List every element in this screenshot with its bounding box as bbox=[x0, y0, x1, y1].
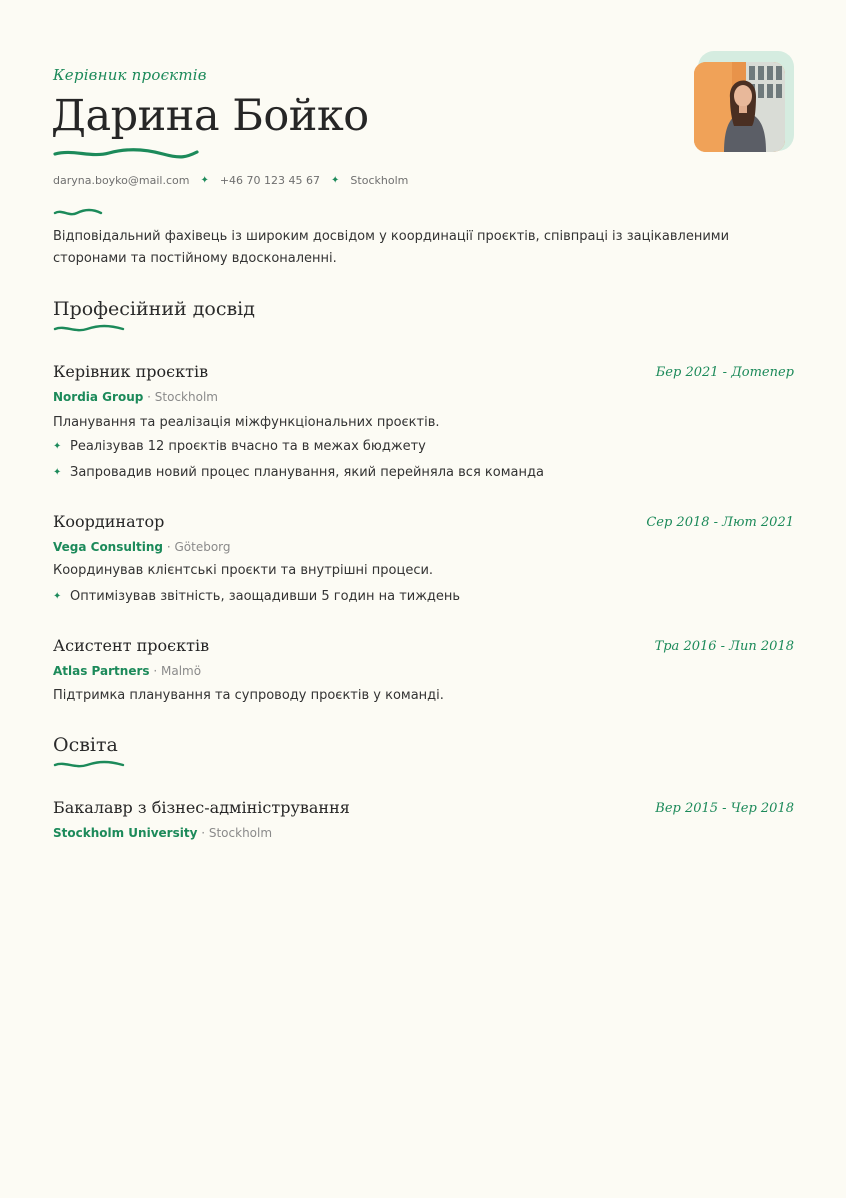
experience-squiggle bbox=[53, 324, 125, 334]
education-org-line bbox=[53, 826, 272, 840]
role-title: Керівник проєктів bbox=[53, 66, 207, 84]
sparkle-icon: ✦ bbox=[331, 175, 340, 186]
education-heading: Освіта bbox=[53, 734, 118, 756]
school-location: · Stockholm bbox=[201, 826, 273, 840]
portrait-illustration bbox=[694, 62, 785, 152]
company-name: Atlas Partners bbox=[53, 664, 150, 678]
company-location: · Stockholm bbox=[147, 390, 218, 404]
job-title: Координатор bbox=[53, 512, 165, 531]
job-dates: Сер 2018 - Лют 2021 bbox=[646, 515, 794, 530]
job-title: Асистент проєктів bbox=[53, 636, 210, 655]
experience-heading: Професійний досвід bbox=[53, 298, 255, 320]
profile-photo bbox=[692, 51, 794, 153]
email-text: daryna.boyko@mail.com bbox=[53, 174, 190, 187]
job-description: Координував клієнтські проєкти та внутрішні процеси. bbox=[53, 563, 434, 578]
job-org-line bbox=[53, 664, 201, 678]
job-description: Планування та реалізація міжфункціональних проєктів. bbox=[53, 415, 440, 430]
company-name: Nordia Group bbox=[53, 390, 144, 404]
contact-line bbox=[53, 174, 408, 187]
summary-text: Відповідальний фахівець із широким досвідом у координації проєктів, співпраці із зацікавленими сторонами та постійному вдосконаленні. bbox=[53, 229, 730, 266]
job-org-line bbox=[53, 390, 218, 404]
job-org-line bbox=[53, 540, 231, 554]
education-dates: Вер 2015 - Чер 2018 bbox=[655, 801, 794, 816]
education-squiggle bbox=[53, 760, 125, 770]
achievement-item bbox=[53, 439, 426, 454]
person-name: Дарина Бойко bbox=[51, 91, 369, 141]
sparkle-icon: ✦ bbox=[53, 441, 62, 452]
job-title: Керівник проєктів bbox=[53, 362, 209, 381]
school-name: Stockholm University bbox=[53, 826, 198, 840]
name-underline-squiggle bbox=[53, 148, 199, 160]
job-description: Підтримка планування та супроводу проєктів у команді. bbox=[53, 688, 444, 703]
resume-page bbox=[53, 0, 794, 1198]
achievement-text: Реалізував 12 проєктів вчасно та в межах бюджету bbox=[70, 439, 426, 454]
achievement-text: Запровадив новий процес планування, який перейняла вся команда bbox=[70, 465, 544, 480]
company-location: · Malmö bbox=[153, 664, 202, 678]
company-location: · Göteborg bbox=[166, 540, 231, 554]
achievement-item bbox=[53, 589, 460, 604]
job-dates: Бер 2021 - Дотепер bbox=[655, 365, 794, 380]
phone-text: +46 70 123 45 67 bbox=[219, 174, 321, 187]
achievement-text: Оптимізував звітність, заощадивши 5 годин на тиждень bbox=[70, 589, 461, 604]
location-text: Stockholm bbox=[350, 174, 409, 187]
sparkle-icon: ✦ bbox=[53, 591, 62, 602]
summary-squiggle bbox=[53, 208, 103, 218]
sparkle-icon: ✦ bbox=[53, 467, 62, 478]
job-dates: Тра 2016 - Лип 2018 bbox=[654, 639, 794, 654]
degree-title: Бакалавр з бізнес-адміністрування bbox=[53, 798, 350, 817]
avatar bbox=[694, 62, 785, 152]
company-name: Vega Consulting bbox=[53, 540, 164, 554]
sparkle-icon: ✦ bbox=[200, 175, 209, 186]
achievement-item bbox=[53, 465, 544, 480]
